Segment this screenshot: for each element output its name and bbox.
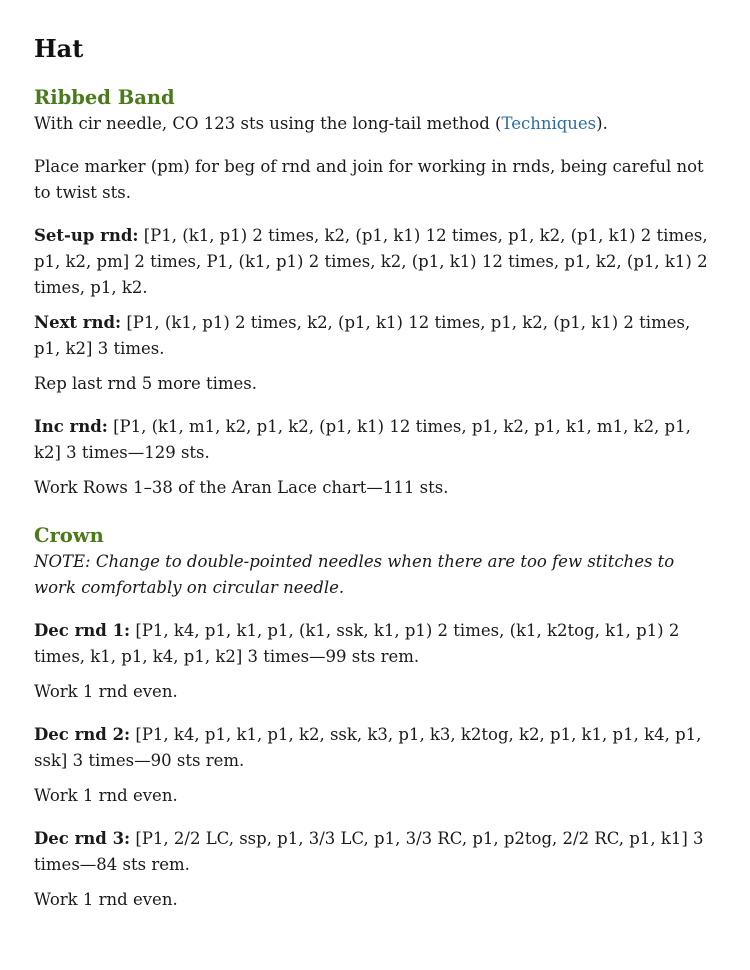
dec-round-2-label: Dec rnd 2:: [34, 725, 131, 744]
setup-round-label: Set-up rnd:: [34, 226, 139, 245]
inc-round-label: Inc rnd:: [34, 417, 108, 436]
join-instruction: Place marker (pm) for beg of rnd and join for working in rnds, being careful not to twist sts.: [34, 157, 704, 202]
next-round-label: Next rnd:: [34, 313, 122, 332]
setup-round-text: [P1, (k1, p1) 2 times, k2, (p1, k1) 12 times, p1, k2, (p1, k1) 2 times, p1, k2, pm] 2 times, P1, (k1, p1) 2 times, k2, (p1, k1) 12 times, p1, k2, (p1, k1) 2 times, p1, k2.: [34, 226, 708, 297]
work-even-1: Work 1 rnd even.: [34, 682, 178, 701]
crown-section: [34, 523, 716, 913]
work-even-2: Work 1 rnd even.: [34, 786, 178, 805]
next-round-text: [P1, (k1, p1) 2 times, k2, (p1, k1) 12 times, p1, k2, (p1, k1) 2 times, p1, k2] 3 times.: [34, 313, 691, 358]
cast-on-instruction: With cir needle, CO 123 sts using the long-tail method (Techniques).: [34, 114, 608, 133]
setup-round: [34, 223, 716, 301]
dec-round-3-text: [P1, 2/2 LC, ssp, p1, 3/3 LC, p1, 3/3 RC, p1, p2tog, 2/2 RC, p1, k1] 3 times—84 sts rem.: [34, 829, 704, 874]
dec-round-1-text: [P1, k4, p1, k1, p1, (k1, ssk, k1, p1) 2 times, (k1, k2tog, k1, p1) 2 times, k1, p1, k4, p1, k2] 3 times—99 sts rem.: [34, 621, 680, 666]
inc-round-text: [P1, (k1, m1, k2, p1, k2, (p1, k1) 12 times, p1, k2, p1, k1, m1, k2, p1, k2] 3 times—129 sts.: [34, 417, 691, 462]
inc-round: [34, 414, 716, 466]
page-title: Hat: [34, 34, 84, 63]
dec-round-2-text: [P1, k4, p1, k1, p1, k2, ssk, k3, p1, k3, k2tog, k2, p1, k1, p1, k4, p1, ssk] 3 times—90 sts rem.: [34, 725, 702, 770]
chart-instruction: Work Rows 1–38 of the Aran Lace chart—111 sts.: [34, 478, 449, 497]
ribbed-band-section: [34, 85, 716, 501]
dec-round-1-label: Dec rnd 1:: [34, 621, 131, 640]
dec-round-3-label: Dec rnd 3:: [34, 829, 131, 848]
crown-heading: Crown: [34, 524, 104, 547]
dec-round-1: [34, 618, 716, 670]
dec-round-2: [34, 722, 716, 774]
ribbed-band-heading: Ribbed Band: [34, 86, 175, 109]
crown-note: NOTE: Change to double-pointed needles when there are too few stitches to work comfortably on circular needle.: [34, 552, 675, 597]
next-round: [34, 310, 716, 362]
techniques-link[interactable]: Techniques: [501, 114, 597, 133]
work-even-3: Work 1 rnd even.: [34, 890, 178, 909]
dec-round-3: [34, 826, 716, 878]
repeat-instruction: Rep last rnd 5 more times.: [34, 374, 258, 393]
